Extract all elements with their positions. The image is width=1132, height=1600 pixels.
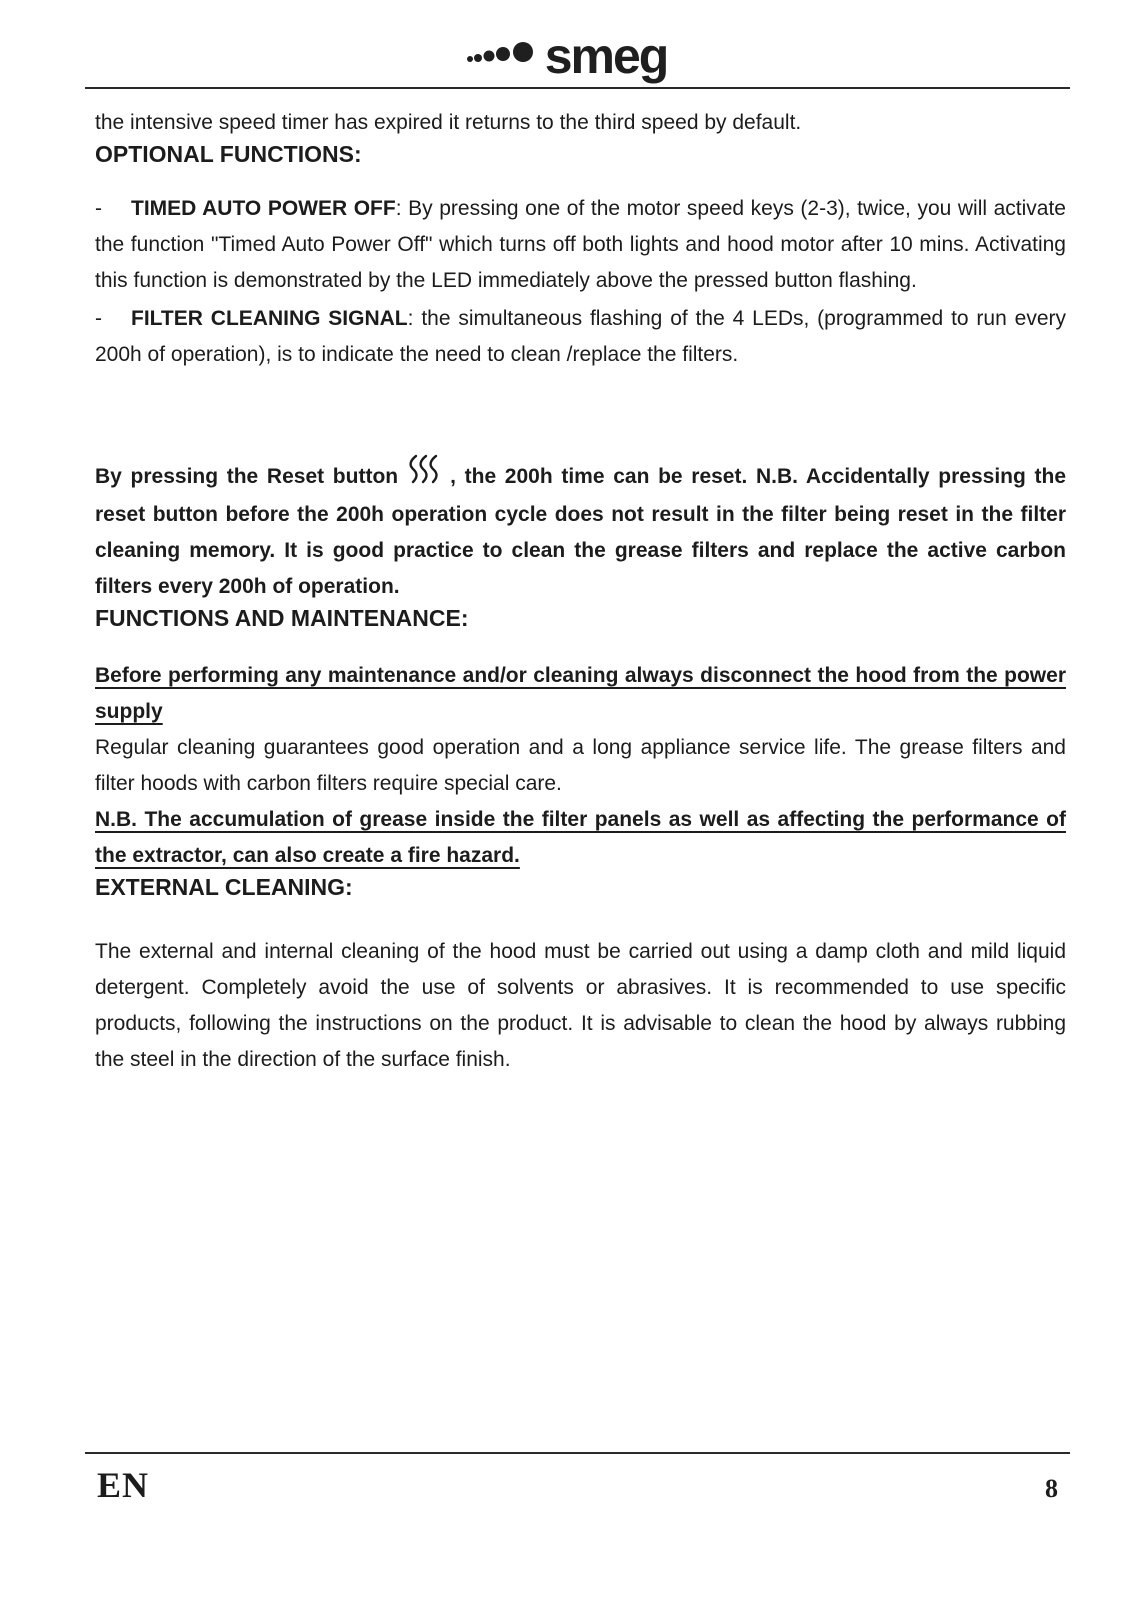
footer-row bbox=[85, 1454, 1070, 1506]
bullet-label: TIMED AUTO POWER OFF bbox=[131, 196, 396, 220]
bullet-label: FILTER CLEANING SIGNAL bbox=[131, 306, 408, 330]
reset-paragraph bbox=[95, 453, 1066, 605]
smeg-dots-icon bbox=[465, 26, 543, 75]
bullet-text: : the simultaneous flashing of the 4 LEDs, (programmed to run every 200h of operation), is to indicate the need to clean /replace the filters. bbox=[95, 306, 1066, 366]
footer-language-label: EN bbox=[97, 1465, 150, 1505]
header-rule bbox=[85, 87, 1070, 89]
maintenance-warning-disconnect: Before performing any maintenance and/or cleaning always disconnect the hood from the power supply bbox=[95, 664, 1066, 724]
reset-text-before: By pressing the Reset button bbox=[95, 464, 399, 488]
bullet-dash: - bbox=[95, 196, 102, 220]
page-content bbox=[95, 105, 1066, 1078]
section-heading-external-cleaning: EXTERNAL CLEANING: bbox=[95, 874, 353, 901]
reset-text-after: , the 200h time can be reset. N.B. Accidentally pressing the reset button before the 200h operation cycle does not result in the filter being reset in the filter cleaning memory. It is good practice to clean the grease filters and replace the active carbon filters every 200h of operation. bbox=[95, 464, 1067, 598]
page-footer bbox=[85, 1452, 1070, 1506]
external-cleaning-body: The external and internal cleaning of the hood must be carried out using a damp cloth and mild liquid detergent. Completely avoid the use of solvents or abrasives. It is recommended to use specific products, following the instructions on the product. It is advisable to clean the hood by always rubbing the steel in the direction of the surface finish. bbox=[95, 939, 1066, 1071]
bullet-item-filter-cleaning-signal bbox=[95, 301, 1066, 373]
logo-text: smeg bbox=[544, 28, 668, 84]
bullet-text: : By pressing one of the motor speed keys (2-3), twice, you will activate the function "Timed Auto Power Off" which turns off both lights and hood motor after 10 mins. Activating this function is demonstrated by the LED immediately above the pressed button flashing. bbox=[95, 196, 1066, 292]
section-heading-functions-maintenance: FUNCTIONS AND MAINTENANCE: bbox=[95, 604, 469, 631]
maintenance-warning-fire-hazard: N.B. The accumulation of grease inside the filter panels as well as affecting the performance of the extractor, can also create a fire hazard. bbox=[95, 808, 1066, 868]
maintenance-body: Regular cleaning guarantees good operation and a long appliance service life. The grease filters and filter hoods with carbon filters require special care. bbox=[95, 736, 1066, 796]
footer-page-number: 8 bbox=[1045, 1474, 1058, 1503]
intro-paragraph: the intensive speed timer has expired it returns to the third speed by default. bbox=[95, 111, 802, 134]
section-heading-optional-functions: OPTIONAL FUNCTIONS: bbox=[95, 141, 362, 167]
smeg-logo bbox=[465, 26, 668, 84]
page-header bbox=[0, 0, 1132, 89]
bullet-dash: - bbox=[95, 306, 102, 330]
steam-waves-icon bbox=[408, 453, 444, 497]
bullet-item-timed-auto-power-off bbox=[95, 191, 1066, 299]
